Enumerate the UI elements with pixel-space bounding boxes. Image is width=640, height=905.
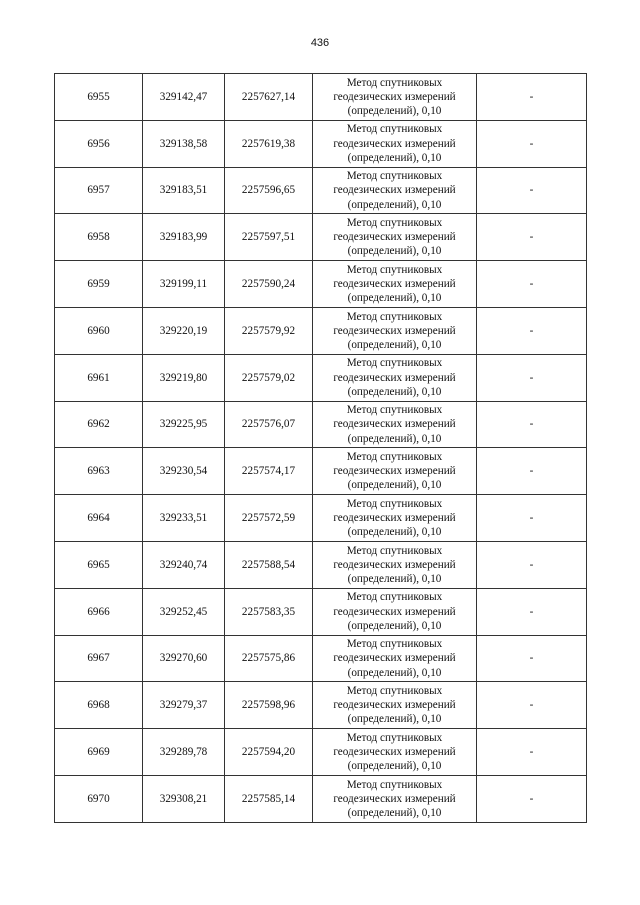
x-coordinate-cell: 329230,54	[143, 448, 225, 495]
method-line: геодезических измерений	[333, 184, 456, 197]
point-number-cell: 6957	[55, 167, 143, 214]
method-cell	[313, 74, 477, 121]
y-coordinate-cell: 2257579,92	[225, 307, 313, 354]
y-coordinate-cell: 2257596,65	[225, 167, 313, 214]
y-coordinate-cell: 2257597,51	[225, 214, 313, 261]
x-coordinate-cell: 329142,47	[143, 74, 225, 121]
method-line: Метод спутниковых	[346, 778, 443, 791]
method-line: (определений), 0,10	[347, 292, 442, 305]
point-number-cell: 6969	[55, 729, 143, 776]
note-cell: -	[477, 775, 587, 822]
note-cell: -	[477, 74, 587, 121]
method-line: Метод спутниковых	[346, 310, 443, 323]
table-row	[55, 401, 587, 448]
method-line: (определений), 0,10	[347, 245, 442, 258]
y-coordinate-cell: 2257572,59	[225, 495, 313, 542]
x-coordinate-cell: 329289,78	[143, 729, 225, 776]
method-line: (определений), 0,10	[347, 385, 442, 398]
method-cell	[313, 448, 477, 495]
table-row	[55, 495, 587, 542]
table-row	[55, 775, 587, 822]
y-coordinate-cell: 2257585,14	[225, 775, 313, 822]
method-line: геодезических измерений	[333, 277, 456, 290]
x-coordinate-cell: 329233,51	[143, 495, 225, 542]
point-number-cell: 6958	[55, 214, 143, 261]
method-line: Метод спутниковых	[346, 591, 443, 604]
method-line: (определений), 0,10	[347, 619, 442, 632]
method-line: геодезических измерений	[333, 231, 456, 244]
y-coordinate-cell: 2257576,07	[225, 401, 313, 448]
note-cell: -	[477, 401, 587, 448]
method-line: геодезических измерений	[333, 558, 456, 571]
method-line: Метод спутниковых	[346, 263, 443, 276]
method-line: (определений), 0,10	[347, 432, 442, 445]
method-line: геодезических измерений	[333, 652, 456, 665]
y-coordinate-cell: 2257575,86	[225, 635, 313, 682]
x-coordinate-cell: 329279,37	[143, 682, 225, 729]
method-line: (определений), 0,10	[347, 479, 442, 492]
table-row	[55, 588, 587, 635]
table-row	[55, 682, 587, 729]
method-line: (определений), 0,10	[347, 806, 442, 819]
method-line: Метод спутниковых	[346, 123, 443, 136]
method-line: (определений), 0,10	[347, 338, 442, 351]
note-cell: -	[477, 588, 587, 635]
method-line: (определений), 0,10	[347, 526, 442, 539]
table-row	[55, 448, 587, 495]
method-line: геодезических измерений	[333, 699, 456, 712]
method-line: (определений), 0,10	[347, 666, 442, 679]
method-line: Метод спутниковых	[346, 404, 443, 417]
note-cell: -	[477, 448, 587, 495]
table-row	[55, 120, 587, 167]
point-number-cell: 6962	[55, 401, 143, 448]
method-cell	[313, 635, 477, 682]
method-cell	[313, 261, 477, 308]
method-cell	[313, 401, 477, 448]
note-cell: -	[477, 354, 587, 401]
table-row	[55, 214, 587, 261]
method-line: геодезических измерений	[333, 90, 456, 103]
point-number-cell: 6963	[55, 448, 143, 495]
table-row	[55, 167, 587, 214]
point-number-cell: 6956	[55, 120, 143, 167]
point-number-cell: 6960	[55, 307, 143, 354]
y-coordinate-cell: 2257619,38	[225, 120, 313, 167]
x-coordinate-cell: 329199,11	[143, 261, 225, 308]
method-line: Метод спутниковых	[346, 76, 443, 89]
method-line: (определений), 0,10	[347, 198, 442, 211]
method-cell	[313, 120, 477, 167]
y-coordinate-cell: 2257590,24	[225, 261, 313, 308]
y-coordinate-cell: 2257598,96	[225, 682, 313, 729]
note-cell: -	[477, 682, 587, 729]
method-cell	[313, 682, 477, 729]
y-coordinate-cell: 2257588,54	[225, 541, 313, 588]
point-number-cell: 6965	[55, 541, 143, 588]
page-number: 436	[310, 37, 330, 49]
note-cell: -	[477, 167, 587, 214]
table-row	[55, 354, 587, 401]
point-number-cell: 6967	[55, 635, 143, 682]
note-cell: -	[477, 261, 587, 308]
method-line: (определений), 0,10	[347, 713, 442, 726]
table-row	[55, 74, 587, 121]
x-coordinate-cell: 329220,19	[143, 307, 225, 354]
y-coordinate-cell: 2257627,14	[225, 74, 313, 121]
method-line: геодезических измерений	[333, 324, 456, 337]
method-line: геодезических измерений	[333, 418, 456, 431]
note-cell: -	[477, 635, 587, 682]
method-line: геодезических измерений	[333, 745, 456, 758]
x-coordinate-cell: 329270,60	[143, 635, 225, 682]
method-cell	[313, 307, 477, 354]
x-coordinate-cell: 329308,21	[143, 775, 225, 822]
table-row	[55, 541, 587, 588]
method-line: Метод спутниковых	[346, 170, 443, 183]
method-cell	[313, 495, 477, 542]
note-cell: -	[477, 541, 587, 588]
x-coordinate-cell: 329219,80	[143, 354, 225, 401]
point-number-cell: 6955	[55, 74, 143, 121]
point-number-cell: 6959	[55, 261, 143, 308]
note-cell: -	[477, 214, 587, 261]
y-coordinate-cell: 2257594,20	[225, 729, 313, 776]
x-coordinate-cell: 329252,45	[143, 588, 225, 635]
method-cell	[313, 588, 477, 635]
note-cell: -	[477, 729, 587, 776]
method-cell	[313, 167, 477, 214]
method-line: геодезических измерений	[333, 605, 456, 618]
method-line: Метод спутниковых	[346, 638, 443, 651]
x-coordinate-cell: 329240,74	[143, 541, 225, 588]
method-line: Метод спутниковых	[346, 357, 443, 370]
method-line: (определений), 0,10	[347, 105, 442, 117]
y-coordinate-cell: 2257579,02	[225, 354, 313, 401]
method-cell	[313, 214, 477, 261]
point-number-cell: 6961	[55, 354, 143, 401]
method-cell	[313, 354, 477, 401]
method-line: Метод спутниковых	[346, 731, 443, 744]
method-line: геодезических измерений	[333, 465, 456, 478]
note-cell: -	[477, 120, 587, 167]
x-coordinate-cell: 329183,51	[143, 167, 225, 214]
method-line: Метод спутниковых	[346, 684, 443, 697]
method-line: (определений), 0,10	[347, 572, 442, 585]
x-coordinate-cell: 329225,95	[143, 401, 225, 448]
x-coordinate-cell: 329183,99	[143, 214, 225, 261]
method-line: Метод спутниковых	[346, 544, 443, 557]
method-line: Метод спутниковых	[346, 450, 443, 463]
y-coordinate-cell: 2257583,35	[225, 588, 313, 635]
point-number-cell: 6970	[55, 775, 143, 822]
table-row	[55, 635, 587, 682]
method-line: Метод спутниковых	[346, 497, 443, 510]
coordinates-table-body	[55, 74, 587, 823]
point-number-cell: 6966	[55, 588, 143, 635]
method-cell	[313, 729, 477, 776]
method-line: Метод спутниковых	[346, 216, 443, 229]
method-line: (определений), 0,10	[347, 760, 442, 773]
table-row	[55, 729, 587, 776]
y-coordinate-cell: 2257574,17	[225, 448, 313, 495]
table-row	[55, 307, 587, 354]
x-coordinate-cell: 329138,58	[143, 120, 225, 167]
method-line: геодезических измерений	[333, 371, 456, 384]
method-line: геодезических измерений	[333, 792, 456, 805]
point-number-cell: 6968	[55, 682, 143, 729]
method-line: геодезических измерений	[333, 511, 456, 524]
method-line: (определений), 0,10	[347, 151, 442, 164]
point-number-cell: 6964	[55, 495, 143, 542]
note-cell: -	[477, 307, 587, 354]
table-row	[55, 261, 587, 308]
method-line: геодезических измерений	[333, 137, 456, 150]
coordinates-table	[54, 73, 587, 823]
method-cell	[313, 775, 477, 822]
method-cell	[313, 541, 477, 588]
note-cell: -	[477, 495, 587, 542]
